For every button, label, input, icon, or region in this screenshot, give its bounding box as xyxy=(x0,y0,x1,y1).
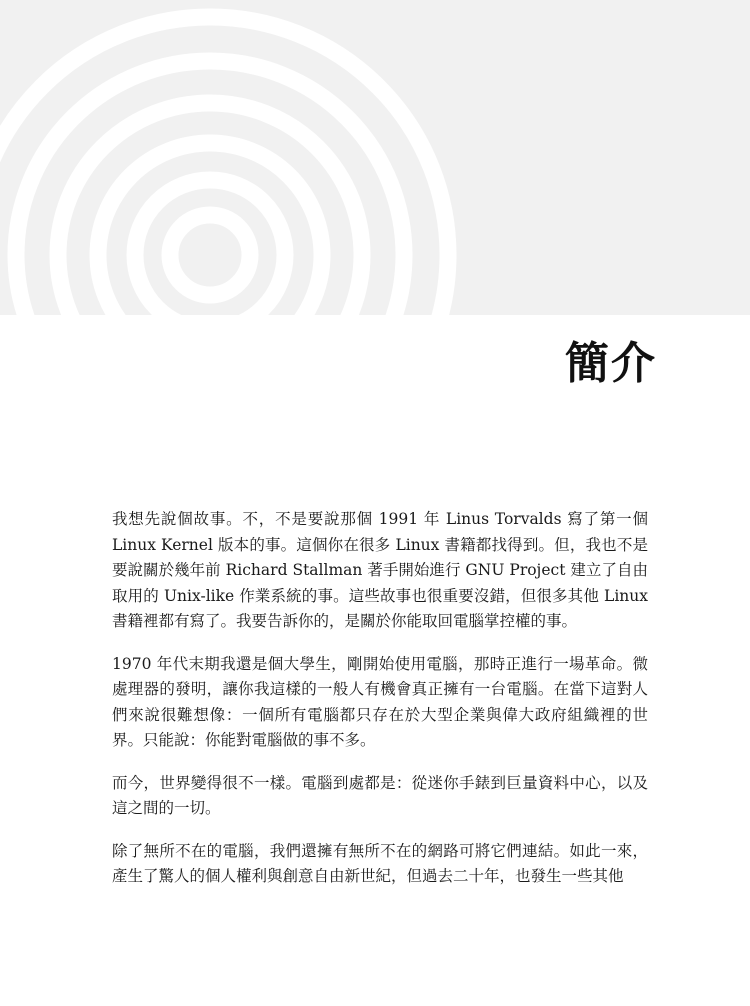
decorative-header-band xyxy=(0,0,750,315)
paragraph: 我想先說個故事。不，不是要說那個 1991 年 Linus Torvalds 寫了第一個 Linux Kernel 版本的事。這個你在很多 Linux 書籍都找得到。但，我也不是要說關於幾年前 Richard Stallman 著手開始進行 GNU Project 建立了自由取用的 Unix-like 作業系統的事。這些故事也很重要沒錯，但很多其他 Linux 書籍裡都有寫了。我要告訴你的，是關於你能取回電腦掌控權的事。 xyxy=(112,510,648,630)
concentric-rings-graphic xyxy=(0,0,750,315)
body-text xyxy=(112,507,648,907)
chapter-title: 簡介 xyxy=(565,338,657,389)
paragraph: 而今，世界變得很不一樣。電腦到處都是：從迷你手錶到巨量資料中心，以及這之間的一切。 xyxy=(112,773,648,817)
paragraph: 除了無所不在的電腦，我們還擁有無所不在的網路可將它們連結。如此一來，產生了驚人的個人權利與創意自由新世紀，但過去二十年，也發生一些其他 xyxy=(112,841,648,885)
paragraph: 1970 年代末期我還是個大學生，剛開始使用電腦，那時正進行一場革命。微處理器的發明，讓你我這樣的一般人有機會真正擁有一台電腦。在當下這對人們來說很難想像：一個所有電腦都只存在於大型企業與偉大政府組織裡的世界。只能說：你能對電腦做的事不多。 xyxy=(112,654,648,749)
